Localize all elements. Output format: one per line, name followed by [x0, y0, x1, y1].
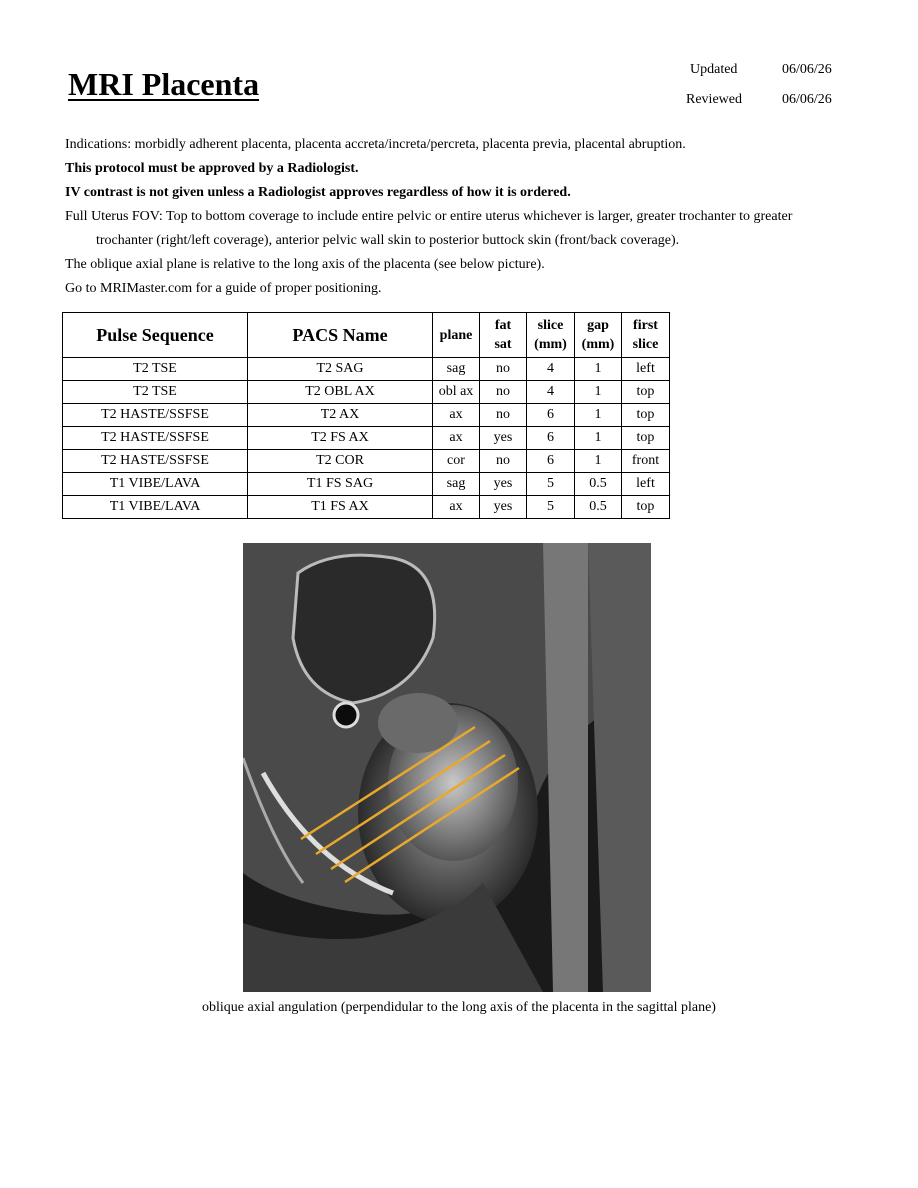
slice-cell: 5	[527, 496, 575, 519]
header-fat-sat	[480, 313, 527, 358]
gap-cell: 1	[575, 427, 622, 450]
slice-cell: 6	[527, 450, 575, 473]
pulse-sequence-cell: T1 VIBE/LAVA	[63, 473, 248, 496]
header-gap-line1: gap	[587, 318, 609, 333]
table-row	[63, 404, 670, 427]
updated-date: 06/06/26	[782, 62, 832, 77]
pacs-name-cell: T2 OBL AX	[248, 381, 433, 404]
reviewed-date: 06/06/26	[782, 92, 832, 107]
header-gap	[575, 313, 622, 358]
gap-cell: 1	[575, 381, 622, 404]
gap-cell: 1	[575, 450, 622, 473]
contrast-notice: IV contrast is not given unless a Radiologist approves regardless of how it is ordered.	[65, 185, 571, 200]
first-slice-cell: top	[622, 496, 670, 519]
gap-cell: 1	[575, 404, 622, 427]
positioning-guide-text: Go to MRIMaster.com for a guide of proper positioning.	[65, 281, 382, 296]
header-slice-line1: slice	[537, 318, 564, 333]
protocol-table	[62, 312, 670, 519]
approval-notice: This protocol must be approved by a Radiologist.	[65, 161, 359, 176]
pulse-sequence-cell: T2 TSE	[63, 358, 248, 381]
header-first-line2: slice	[632, 337, 659, 352]
first-slice-cell: top	[622, 381, 670, 404]
pulse-sequence-cell: T2 HASTE/SSFSE	[63, 404, 248, 427]
page-title: MRI Placenta	[68, 66, 260, 102]
mri-sagittal-image	[243, 543, 651, 992]
plane-cell: obl ax	[433, 381, 480, 404]
figure-caption: oblique axial angulation (perpendidular to the long axis of the placenta in the sagittal plane)	[202, 1000, 716, 1015]
first-slice-cell: front	[622, 450, 670, 473]
pacs-name-cell: T2 FS AX	[248, 427, 433, 450]
fat-sat-cell: yes	[480, 496, 527, 519]
slice-cell: 4	[527, 358, 575, 381]
indications-text: Indications: morbidly adherent placenta, placenta accreta/increta/percreta, placenta previa, placental abruption.	[65, 137, 686, 152]
header-pacs-name: PACS Name	[248, 313, 433, 358]
table-row	[63, 450, 670, 473]
protocol-notes	[65, 133, 825, 301]
fat-sat-cell: no	[480, 404, 527, 427]
header-pulse-sequence: Pulse Sequence	[63, 313, 248, 358]
fov-text: Full Uterus FOV: Top to bottom coverage to include entire pelvic or entire uterus whichever is larger, greater trochanter to greater trochanter (right/left coverage), anterior pelvic wall skin to posterior buttock skin (front/back coverage).	[65, 209, 793, 248]
gap-cell: 0.5	[575, 473, 622, 496]
mri-figure-svg	[243, 543, 651, 992]
gap-cell: 0.5	[575, 496, 622, 519]
fat-sat-cell: no	[480, 381, 527, 404]
slice-cell: 6	[527, 427, 575, 450]
fat-sat-cell: yes	[480, 473, 527, 496]
plane-cell: ax	[433, 496, 480, 519]
oblique-plane-text: The oblique axial plane is relative to the long axis of the placenta (see below picture).	[65, 257, 545, 272]
pulse-sequence-cell: T2 TSE	[63, 381, 248, 404]
header-first-slice	[622, 313, 670, 358]
header-fat-sat-line2: sat	[494, 337, 512, 352]
table-header-row	[63, 313, 670, 358]
header-slice-line2: (mm)	[534, 337, 567, 352]
table-row	[63, 496, 670, 519]
pacs-name-cell: T2 SAG	[248, 358, 433, 381]
fat-sat-cell: no	[480, 358, 527, 381]
header-plane: plane	[433, 313, 480, 358]
plane-cell: sag	[433, 358, 480, 381]
slice-cell: 5	[527, 473, 575, 496]
pacs-name-cell: T1 FS AX	[248, 496, 433, 519]
header-gap-line2: (mm)	[581, 337, 615, 352]
header-fat-sat-line1: fat	[494, 318, 512, 333]
first-slice-cell: top	[622, 404, 670, 427]
pacs-name-cell: T2 COR	[248, 450, 433, 473]
table-row	[63, 427, 670, 450]
pulse-sequence-cell: T2 HASTE/SSFSE	[63, 427, 248, 450]
table-row	[63, 358, 670, 381]
table-row	[63, 381, 670, 404]
fat-sat-cell: yes	[480, 427, 527, 450]
fat-sat-cell: no	[480, 450, 527, 473]
first-slice-cell: top	[622, 427, 670, 450]
reviewed-label: Reviewed	[686, 92, 742, 107]
table-row	[63, 473, 670, 496]
slice-cell: 4	[527, 381, 575, 404]
header-first-line1: first	[633, 318, 658, 333]
plane-cell: sag	[433, 473, 480, 496]
gap-cell: 1	[575, 358, 622, 381]
pulse-sequence-cell: T1 VIBE/LAVA	[63, 496, 248, 519]
updated-label: Updated	[690, 62, 738, 77]
pulse-sequence-cell: T2 HASTE/SSFSE	[63, 450, 248, 473]
first-slice-cell: left	[622, 473, 670, 496]
pacs-name-cell: T1 FS SAG	[248, 473, 433, 496]
plane-cell: ax	[433, 404, 480, 427]
plane-cell: cor	[433, 450, 480, 473]
pacs-name-cell: T2 AX	[248, 404, 433, 427]
slice-cell: 6	[527, 404, 575, 427]
header-slice	[527, 313, 575, 358]
first-slice-cell: left	[622, 358, 670, 381]
plane-cell: ax	[433, 427, 480, 450]
